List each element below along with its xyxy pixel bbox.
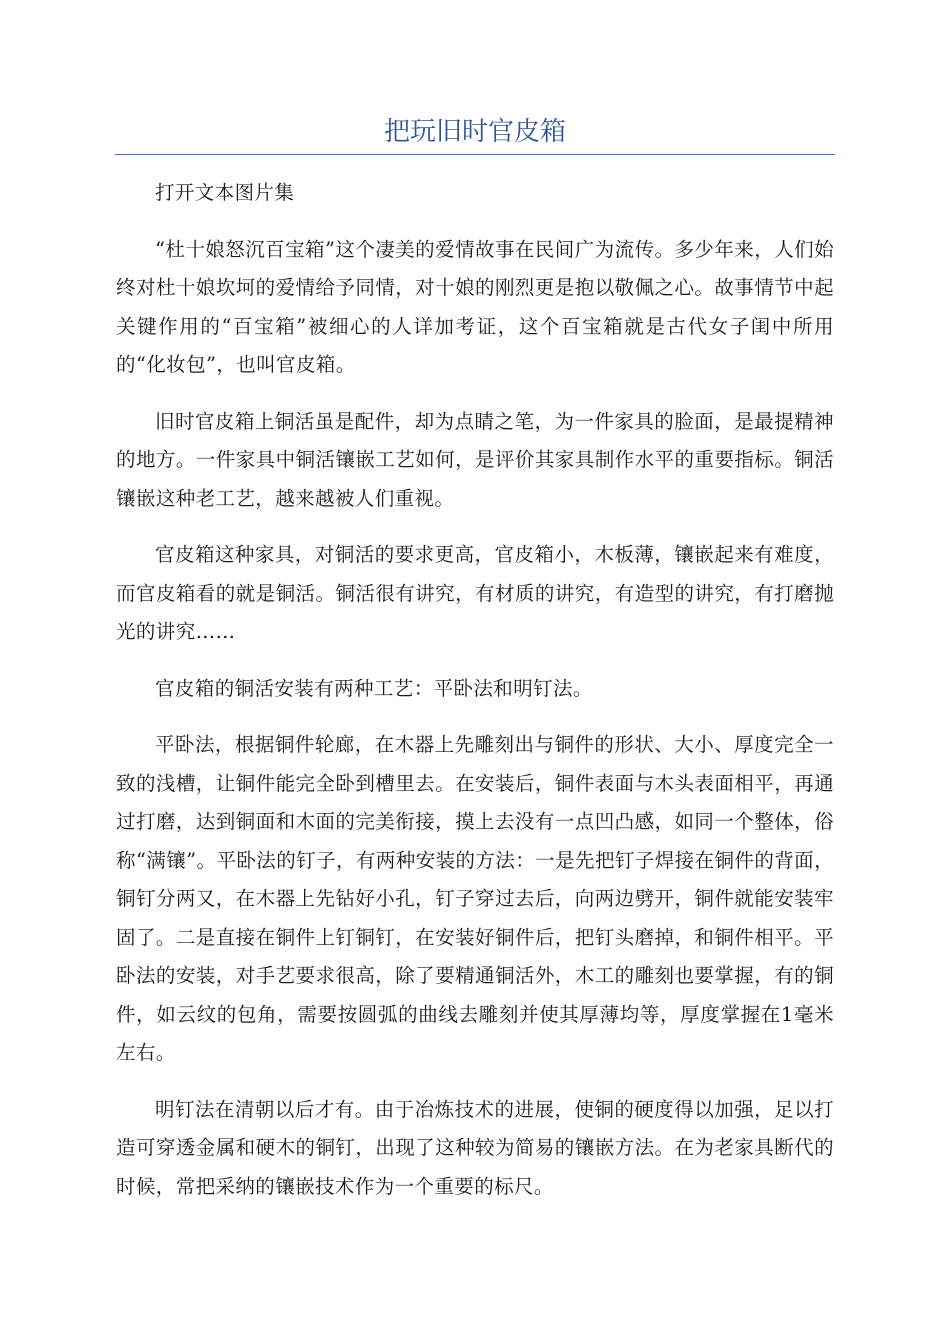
paragraph-copper-fittings: 旧时官皮箱上铜活虽是配件，却为点睛之笔，为一件家具的脸面，是最提精神的地方。一件家具中铜活镶嵌工艺如何，是评价其家具制作水平的重要指标。铜活镶嵌这种老工艺，越来越被人们重视。 xyxy=(116,409,834,510)
paragraph-two-techniques: 官皮箱的铜活安装有两种工艺：平卧法和明钉法。 xyxy=(155,676,593,700)
paragraph-open-image-gallery: 打开文本图片集 xyxy=(155,181,295,204)
paragraph-flush-method: 平卧法，根据铜件轮廊，在木器上先雕刻出与铜件的形状、大小、厚度完全一致的浅槽，让铜件能完全卧到槽里去。在安装后，铜件表面与木头表面相平，再通过打磨，达到铜面和木面的完美衔接，摸上去没有一点凹凸感，如同一个整体，俗称“满镶”。平卧法的钉子，有两种安装的方法：一是先把钉子焊接在铜件的背面，铜钉分两又，在木器上先钻好小孔，钉子穿过去后，向两边劈开，铜件就能安装牢固了。二是直接在铜件上钉铜钉，在安装好铜件后，把钉头磨掉，和铜件相平。平卧法的安装，对手艺要求很高，除了要精通铜活外，木工的雕刻也要掌握，有的铜件，如云纹的包角，需要按圆弧的曲线去雕刻并使其厚薄均等，厚度掌握在1毫米左右。 xyxy=(116,733,834,1064)
paragraph-nail-method: 明钉法在清朝以后才有。由于冶炼技术的进展，使铜的硬度得以加强，足以打造可穿透金属和硬木的铜钉，出现了这种较为简易的镶嵌方法。在为老家具断代的时候，常把采纳的镶嵌技术作为一个重要的标尺。 xyxy=(116,1097,834,1198)
paragraph-requirements: 官皮箱这种家具，对铜活的要求更高，官皮箱小，木板薄，镶嵌起来有难度，而官皮箱看的就是铜活。铜活很有讲究，有材质的讲究，有造型的讲究，有打磨抛光的讲究…… xyxy=(116,543,834,643)
document-title: 把玩旧时官皮箱 xyxy=(383,117,566,147)
document-body xyxy=(116,174,834,1224)
title-underline xyxy=(115,154,835,155)
paragraph-intro: “杜十娘怒沉百宝箱”这个凄美的爱情故事在民间广为流传。多少年来，人们始终对杜十娘坎坷的爱情给予同情，对十娘的刚烈更是抱以敬佩之心。故事情节中起关键作用的“百宝箱”被细心的人详加考证，这个百宝箱就是古代女子闺中所用的“化妆包”，也叫官皮箱。 xyxy=(116,237,834,376)
